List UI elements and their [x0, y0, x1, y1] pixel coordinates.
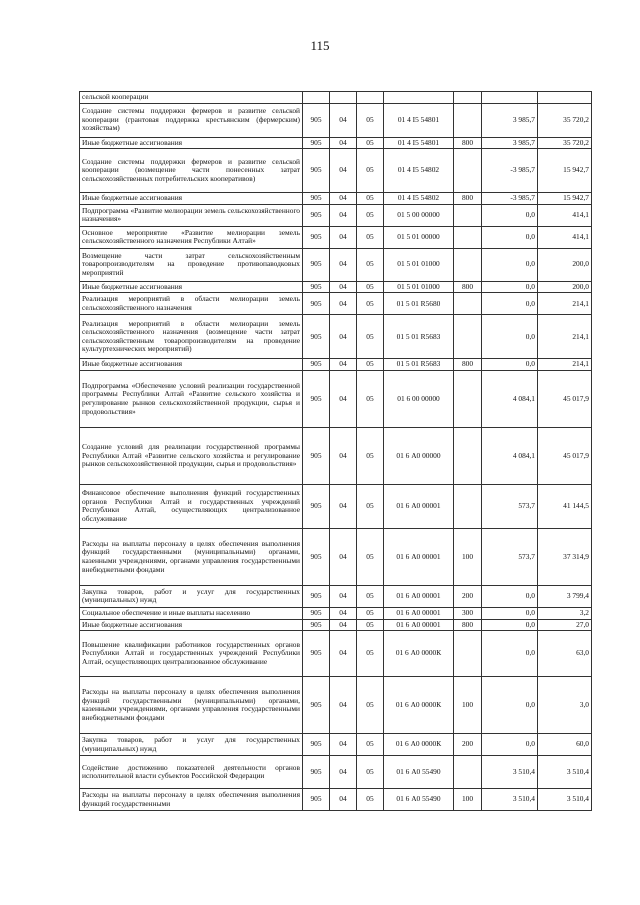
amount-change-cell: 0,0 [482, 248, 538, 281]
subsection-code-cell: 05 [357, 484, 384, 528]
subsection-code-cell: 05 [357, 204, 384, 226]
subsection-code-cell: 05 [357, 734, 384, 756]
section-code-cell: 04 [330, 484, 357, 528]
ministry-code-cell: 905 [303, 585, 330, 607]
amount-total-cell: 45 017,9 [538, 427, 592, 484]
subsection-code-cell: 05 [357, 585, 384, 607]
amount-total-cell: 414,1 [538, 226, 592, 248]
amount-total-cell: 63,0 [538, 631, 592, 677]
ministry-code-cell: 905 [303, 619, 330, 631]
expense-type-cell [454, 204, 482, 226]
table-row [80, 619, 592, 631]
section-code-cell: 04 [330, 293, 357, 315]
section-code-cell: 04 [330, 315, 357, 359]
row-name-cell: Реализация мероприятий в области мелиорации земель сельскохозяйственного назначения (возмещение части затрат сельскохозяйственным товаропроизводителям на проведение культуртехнических мероприятий) [80, 315, 303, 359]
target-article-cell: 01 6 А0 00001 [384, 619, 454, 631]
row-name-cell: Иные бюджетные ассигнования [80, 359, 303, 371]
amount-total-cell: 200,0 [538, 248, 592, 281]
row-name-cell: Создание системы поддержки фермеров и развитие сельской кооперации (возмещение части понесенных затрат сельскохозяйственных потребительских кооперативов) [80, 149, 303, 193]
table-row [80, 281, 592, 293]
amount-total-cell [538, 92, 592, 104]
table-row [80, 103, 592, 137]
table-row [80, 226, 592, 248]
row-name-cell: сельской кооперации [80, 92, 303, 104]
target-article-cell: 01 5 01 00000 [384, 226, 454, 248]
subsection-code-cell: 05 [357, 427, 384, 484]
ministry-code-cell: 905 [303, 248, 330, 281]
table-row [80, 293, 592, 315]
amount-change-cell: 3 985,7 [482, 103, 538, 137]
row-name-cell: Иные бюджетные ассигнования [80, 137, 303, 149]
table-row [80, 370, 592, 427]
expense-type-cell: 200 [454, 734, 482, 756]
amount-total-cell: 37 314,9 [538, 528, 592, 585]
amount-change-cell: 0,0 [482, 619, 538, 631]
ministry-code-cell: 905 [303, 293, 330, 315]
section-code-cell: 04 [330, 619, 357, 631]
ministry-code-cell [303, 92, 330, 104]
expense-type-cell: 800 [454, 359, 482, 371]
amount-change-cell: 0,0 [482, 359, 538, 371]
section-code-cell: 04 [330, 789, 357, 811]
subsection-code-cell: 05 [357, 756, 384, 789]
row-name-cell: Возмещение части затрат сельскохозяйственным товаропроизводителям на проведение противопаводковых мероприятий [80, 248, 303, 281]
ministry-code-cell: 905 [303, 427, 330, 484]
row-name-cell: Закупка товаров, работ и услуг для государственных (муниципальных) нужд [80, 734, 303, 756]
row-name-cell: Подпрограмма «Обеспечение условий реализации государственной программы Республики Алтай «Развитие сельского хозяйства и регулирование рынков сельскохозяйственной продукции, сырья и продовольствия» [80, 370, 303, 427]
amount-total-cell: 214,1 [538, 359, 592, 371]
table-row [80, 204, 592, 226]
section-code-cell: 04 [330, 427, 357, 484]
section-code-cell: 04 [330, 204, 357, 226]
row-name-cell: Расходы на выплаты персоналу в целях обеспечения выполнения функций государственными [80, 789, 303, 811]
target-article-cell: 01 5 00 00000 [384, 204, 454, 226]
table-row [80, 585, 592, 607]
subsection-code-cell: 05 [357, 137, 384, 149]
target-article-cell: 01 4 I5 54802 [384, 193, 454, 205]
ministry-code-cell: 905 [303, 315, 330, 359]
table-row [80, 484, 592, 528]
expense-type-cell [454, 92, 482, 104]
subsection-code-cell: 05 [357, 631, 384, 677]
ministry-code-cell: 905 [303, 734, 330, 756]
amount-change-cell: -3 985,7 [482, 149, 538, 193]
target-article-cell: 01 6 00 00000 [384, 370, 454, 427]
table-body [80, 92, 592, 811]
row-name-cell: Иные бюджетные ассигнования [80, 281, 303, 293]
target-article-cell: 01 5 01 01000 [384, 281, 454, 293]
amount-total-cell: 41 144,5 [538, 484, 592, 528]
amount-total-cell: 35 720,2 [538, 103, 592, 137]
target-article-cell: 01 5 01 R5680 [384, 293, 454, 315]
amount-change-cell: 0,0 [482, 281, 538, 293]
row-name-cell: Реализация мероприятий в области мелиорации земель сельскохозяйственного назначения [80, 293, 303, 315]
ministry-code-cell: 905 [303, 281, 330, 293]
table-row [80, 528, 592, 585]
subsection-code-cell: 05 [357, 315, 384, 359]
table-row [80, 607, 592, 619]
ministry-code-cell: 905 [303, 756, 330, 789]
target-article-cell: 01 6 А0 0000К [384, 734, 454, 756]
amount-change-cell: 0,0 [482, 293, 538, 315]
amount-change-cell: 0,0 [482, 631, 538, 677]
subsection-code-cell: 05 [357, 359, 384, 371]
row-name-cell: Повышение квалификации работников государственных органов Республики Алтай и государственных учреждений Республики Алтай, осуществляющих централизованное обслуживание [80, 631, 303, 677]
expense-type-cell: 800 [454, 193, 482, 205]
row-name-cell: Иные бюджетные ассигнования [80, 619, 303, 631]
amount-change-cell: 0,0 [482, 226, 538, 248]
expense-type-cell [454, 226, 482, 248]
amount-total-cell: 200,0 [538, 281, 592, 293]
row-name-cell: Расходы на выплаты персоналу в целях обеспечения выполнения функций государственными (муниципальными) органами, казенными учреждениями, органами управления государственными внебюджетными фондами [80, 677, 303, 734]
amount-total-cell: 3 510,4 [538, 789, 592, 811]
target-article-cell: 01 6 А0 55490 [384, 789, 454, 811]
table-row [80, 92, 592, 104]
expense-type-cell [454, 315, 482, 359]
target-article-cell [384, 92, 454, 104]
section-code-cell: 04 [330, 248, 357, 281]
expense-type-cell [454, 149, 482, 193]
section-code-cell: 04 [330, 149, 357, 193]
amount-change-cell: 4 084,1 [482, 427, 538, 484]
row-name-cell: Основное мероприятие «Развитие мелиорации земель сельскохозяйственного назначения Республики Алтай» [80, 226, 303, 248]
amount-change-cell: 0,0 [482, 315, 538, 359]
row-name-cell: Расходы на выплаты персоналу в целях обеспечения выполнения функций государственными (муниципальными) органами, казенными учреждениями, органами управления государственными внебюджетными фондами [80, 528, 303, 585]
expense-type-cell: 800 [454, 281, 482, 293]
ministry-code-cell: 905 [303, 137, 330, 149]
amount-change-cell: -3 985,7 [482, 193, 538, 205]
target-article-cell: 01 6 А0 00000 [384, 427, 454, 484]
amount-change-cell: 0,0 [482, 734, 538, 756]
ministry-code-cell: 905 [303, 103, 330, 137]
amount-total-cell: 3 799,4 [538, 585, 592, 607]
expense-type-cell [454, 631, 482, 677]
ministry-code-cell: 905 [303, 193, 330, 205]
section-code-cell: 04 [330, 607, 357, 619]
table-row [80, 789, 592, 811]
budget-table [79, 91, 592, 811]
target-article-cell: 01 6 А0 00001 [384, 585, 454, 607]
target-article-cell: 01 5 01 R5683 [384, 315, 454, 359]
amount-change-cell: 4 084,1 [482, 370, 538, 427]
table-row [80, 427, 592, 484]
amount-total-cell: 414,1 [538, 204, 592, 226]
ministry-code-cell: 905 [303, 677, 330, 734]
amount-change-cell: 0,0 [482, 607, 538, 619]
target-article-cell: 01 5 01 R5683 [384, 359, 454, 371]
section-code-cell: 04 [330, 281, 357, 293]
table-row [80, 315, 592, 359]
expense-type-cell: 200 [454, 585, 482, 607]
row-name-cell: Создание условий для реализации государственной программы Республики Алтай «Развитие сельского хозяйства и регулирование рынков сельскохозяйственной продукции, сырья и продовольствия» [80, 427, 303, 484]
section-code-cell: 04 [330, 677, 357, 734]
ministry-code-cell: 905 [303, 149, 330, 193]
subsection-code-cell: 05 [357, 370, 384, 427]
target-article-cell: 01 4 I5 54801 [384, 137, 454, 149]
subsection-code-cell: 05 [357, 528, 384, 585]
target-article-cell: 01 6 А0 00001 [384, 484, 454, 528]
ministry-code-cell: 905 [303, 204, 330, 226]
subsection-code-cell: 05 [357, 226, 384, 248]
target-article-cell: 01 6 А0 0000К [384, 631, 454, 677]
row-name-cell: Социальное обеспечение и иные выплаты населению [80, 607, 303, 619]
table-row [80, 756, 592, 789]
ministry-code-cell: 905 [303, 484, 330, 528]
subsection-code-cell [357, 92, 384, 104]
expense-type-cell [454, 484, 482, 528]
row-name-cell: Создание системы поддержки фермеров и развитие сельской кооперации (грантовая поддержка крестьянским (фермерским) хозяйствам) [80, 103, 303, 137]
row-name-cell: Содействие достижению показателей деятельности органов исполнительной власти субъектов Российской Федерации [80, 756, 303, 789]
amount-total-cell: 27,0 [538, 619, 592, 631]
expense-type-cell: 100 [454, 677, 482, 734]
amount-change-cell [482, 92, 538, 104]
section-code-cell: 04 [330, 226, 357, 248]
subsection-code-cell: 05 [357, 193, 384, 205]
row-name-cell: Финансовое обеспечение выполнения функций государственных органов Республики Алтай и государственных учреждений Республики Алтай, осуществляющих централизованное обслуживание [80, 484, 303, 528]
section-code-cell: 04 [330, 103, 357, 137]
section-code-cell: 04 [330, 585, 357, 607]
target-article-cell: 01 6 А0 0000К [384, 677, 454, 734]
amount-change-cell: 0,0 [482, 585, 538, 607]
subsection-code-cell: 05 [357, 789, 384, 811]
row-name-cell: Подпрограмма «Развитие мелиорации земель сельскохозяйственного назначения» [80, 204, 303, 226]
amount-change-cell: 0,0 [482, 204, 538, 226]
subsection-code-cell: 05 [357, 293, 384, 315]
table-row [80, 248, 592, 281]
ministry-code-cell: 905 [303, 226, 330, 248]
expense-type-cell [454, 370, 482, 427]
section-code-cell: 04 [330, 359, 357, 371]
table-row [80, 137, 592, 149]
table-row [80, 734, 592, 756]
subsection-code-cell: 05 [357, 103, 384, 137]
row-name-cell: Иные бюджетные ассигнования [80, 193, 303, 205]
section-code-cell: 04 [330, 193, 357, 205]
amount-change-cell: 573,7 [482, 528, 538, 585]
subsection-code-cell: 05 [357, 619, 384, 631]
expense-type-cell: 100 [454, 528, 482, 585]
target-article-cell: 01 4 I5 54802 [384, 149, 454, 193]
expense-type-cell [454, 427, 482, 484]
ministry-code-cell: 905 [303, 370, 330, 427]
amount-change-cell: 0,0 [482, 677, 538, 734]
amount-total-cell: 15 942,7 [538, 149, 592, 193]
expense-type-cell [454, 248, 482, 281]
expense-type-cell [454, 293, 482, 315]
subsection-code-cell: 05 [357, 281, 384, 293]
section-code-cell: 04 [330, 734, 357, 756]
amount-change-cell: 573,7 [482, 484, 538, 528]
subsection-code-cell: 05 [357, 248, 384, 281]
table-row [80, 193, 592, 205]
amount-total-cell: 214,1 [538, 293, 592, 315]
amount-total-cell: 3,2 [538, 607, 592, 619]
section-code-cell: 04 [330, 137, 357, 149]
subsection-code-cell: 05 [357, 149, 384, 193]
expense-type-cell: 100 [454, 789, 482, 811]
amount-total-cell: 3 510,4 [538, 756, 592, 789]
ministry-code-cell: 905 [303, 789, 330, 811]
section-code-cell: 04 [330, 528, 357, 585]
subsection-code-cell: 05 [357, 607, 384, 619]
amount-total-cell: 60,0 [538, 734, 592, 756]
amount-total-cell: 35 720,2 [538, 137, 592, 149]
row-name-cell: Закупка товаров, работ и услуг для государственных (муниципальных) нужд [80, 585, 303, 607]
target-article-cell: 01 6 А0 00001 [384, 607, 454, 619]
section-code-cell: 04 [330, 631, 357, 677]
target-article-cell: 01 6 А0 55490 [384, 756, 454, 789]
ministry-code-cell: 905 [303, 359, 330, 371]
subsection-code-cell: 05 [357, 677, 384, 734]
section-code-cell: 04 [330, 756, 357, 789]
amount-total-cell: 15 942,7 [538, 193, 592, 205]
expense-type-cell: 800 [454, 137, 482, 149]
expense-type-cell [454, 756, 482, 789]
target-article-cell: 01 5 01 01000 [384, 248, 454, 281]
amount-total-cell: 45 017,9 [538, 370, 592, 427]
expense-type-cell [454, 103, 482, 137]
amount-change-cell: 3 985,7 [482, 137, 538, 149]
ministry-code-cell: 905 [303, 607, 330, 619]
amount-total-cell: 3,0 [538, 677, 592, 734]
table-row [80, 359, 592, 371]
target-article-cell: 01 6 А0 00001 [384, 528, 454, 585]
amount-total-cell: 214,1 [538, 315, 592, 359]
table-row [80, 677, 592, 734]
table-row [80, 631, 592, 677]
section-code-cell [330, 92, 357, 104]
page-number: 115 [310, 38, 330, 53]
target-article-cell: 01 4 I5 54801 [384, 103, 454, 137]
amount-change-cell: 3 510,4 [482, 756, 538, 789]
amount-change-cell: 3 510,4 [482, 789, 538, 811]
ministry-code-cell: 905 [303, 528, 330, 585]
section-code-cell: 04 [330, 370, 357, 427]
expense-type-cell: 800 [454, 619, 482, 631]
expense-type-cell: 300 [454, 607, 482, 619]
ministry-code-cell: 905 [303, 631, 330, 677]
table-row [80, 149, 592, 193]
